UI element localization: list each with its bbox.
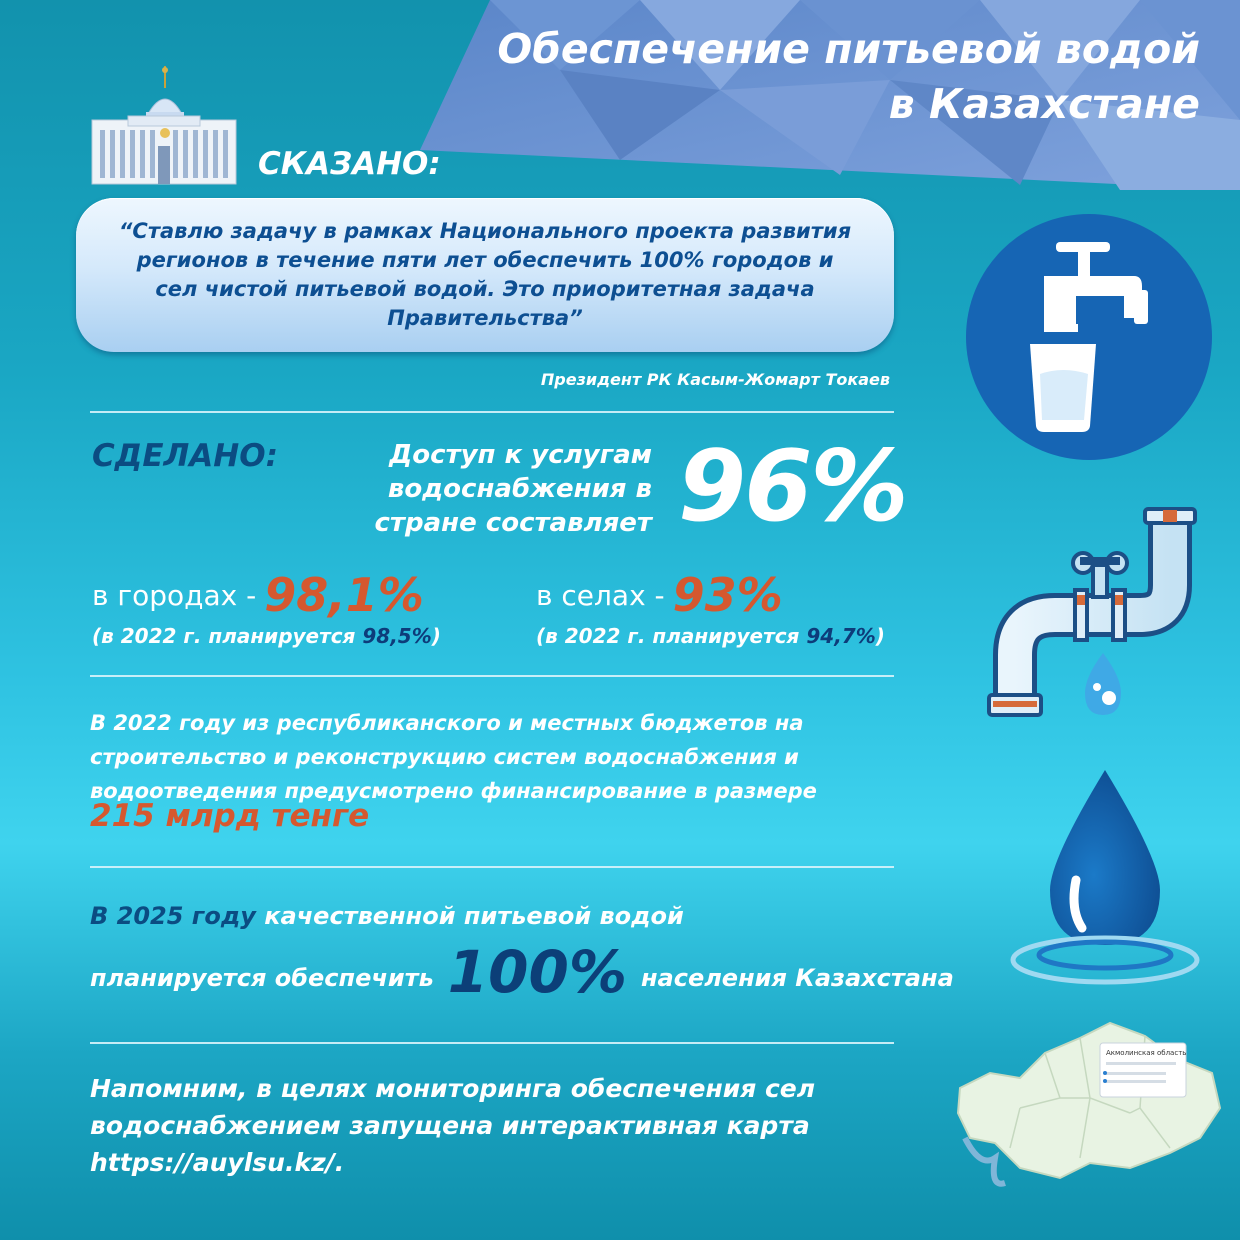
city-plan: (в 2022 г. планируется 98,5%) <box>92 624 441 648</box>
quote-author: Президент РК Касым-Жомарт Токаев <box>540 370 890 389</box>
goal-line1: В 2025 году качественной питьевой водой <box>90 902 684 930</box>
said-label: СКАЗАНО: <box>258 146 441 182</box>
page-title: Обеспечение питьевой водой в Казахстане <box>497 25 1200 128</box>
government-building-icon <box>88 66 240 186</box>
president-quote: “Ставлю задачу в рамках Национального проекта развития регионов в течение пяти лет обеспечить 100% городов и сел чистой питьевой водой. Это приоритетная задача Правительства” <box>76 198 894 352</box>
village-plan-value: 94,7% <box>806 624 876 648</box>
access-text: Доступ к услугам водоснабжения в стране составляет <box>374 440 652 538</box>
goal-value: 100% <box>447 938 627 1006</box>
water-drop-icon <box>1000 760 1210 990</box>
pipe-valve-icon <box>985 495 1220 735</box>
goal-line2: планируется обеспечить 100% населения Казахстана <box>90 938 954 1006</box>
village-plan: (в 2022 г. планируется 94,7%) <box>536 624 885 648</box>
water-tap-glass-icon <box>966 214 1212 460</box>
budget-amount: 215 млрд тенге <box>90 798 370 834</box>
divider <box>90 866 894 868</box>
reminder-text: Напомним, в целях мониторинга обеспечения сел водоснабжением запущена интерактивная карта https://auylsu.kz/. <box>90 1074 816 1177</box>
village-stat <box>536 568 783 622</box>
divider <box>90 675 894 677</box>
city-plan-value: 98,5% <box>362 624 432 648</box>
city-value: 98,1% <box>264 568 424 622</box>
kazakhstan-map-icon <box>950 1018 1226 1196</box>
divider <box>90 1042 894 1044</box>
done-label: СДЕЛАНО: <box>92 438 278 474</box>
divider <box>90 411 894 413</box>
city-stat <box>92 568 424 622</box>
village-label: в селах - <box>536 579 665 612</box>
access-value: 96% <box>678 430 907 544</box>
budget-text: В 2022 году из республиканского и местных бюджетов на строительство и реконструкцию систем водоснабжения и водоотведения предусмотрено финансирование в размере <box>90 711 817 803</box>
village-value: 93% <box>672 568 783 622</box>
map-popup-title: Акмолинская область <box>1106 1049 1187 1057</box>
city-label: в городах - <box>92 579 257 612</box>
goal-year: В 2025 году <box>90 902 256 930</box>
